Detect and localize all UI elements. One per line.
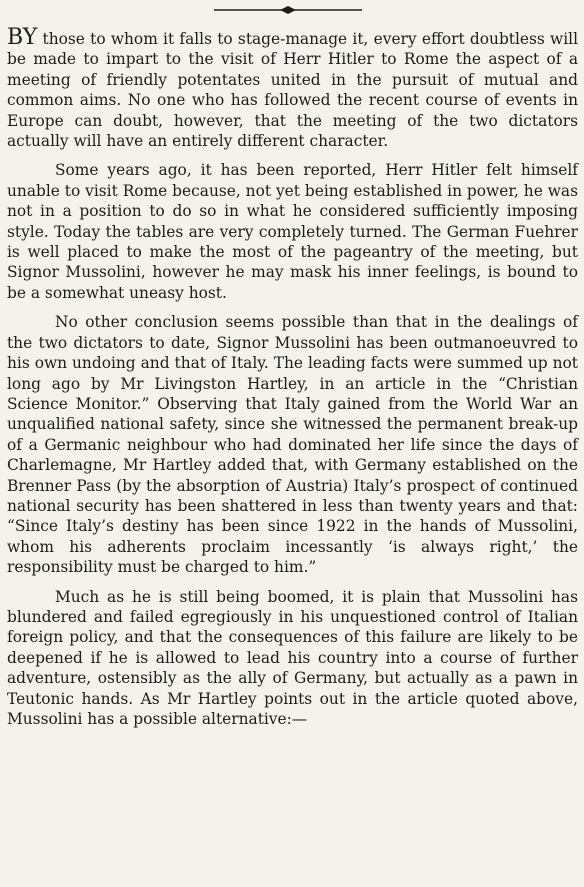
paragraph-text: No other conclusion seems possible than that in the dealings of the two dictators to date, Signor Mussolini has been outmanoeuvred to his own undoing and that of Italy. The leading facts were summed up not long ago by Mr Livingston Hartley, in an article in the “Christian Science Monitor.” Observing that Italy gained from the World War an unqualified national safety, since she witnessed the permanent break-up of a Germanic neighbour who had dominated her life since the days of Charlemagne, Mr Hartley added that, with Germany established on the Brenner Pass (by the absorption of Austria) Italy’s prospect of continued national security has been shattered in less than twenty years and that: “Since Italy’s destiny has been since 1922 in the hands of Mussolini, whom his adherents proclaim incessantly ‘is always right,’ the responsibility must be charged to him.” bbox=[7, 313, 578, 577]
paragraph-text: Much as he is still being boomed, it is plain that Mussolini has blundered and failed egregiously in his unquestioned control of Italian foreign policy, and that the consequences of this failure are likely to be deepened if he is allowed to lead his country into a course of further adventure, ostensibly as the ally of Germany, but actually as a pawn in Teutonic hands. As Mr Hartley points out in the article quoted above, Mussolini has a possible alternative:— bbox=[7, 587, 578, 728]
article-paragraph-4 bbox=[7, 587, 578, 730]
paragraph-text: those to whom it falls to stage-manage it, every effort doubtless will be made to impart to the visit of Herr Hitler to Rome the aspect of a meeting of friendly potentates united in the pursuit of mutual and common aims. No one who has followed the recent course of events in Europe can doubt, however, that the meeting of the two dictators actually will have an entirely different character. bbox=[7, 30, 578, 151]
article-paragraph-1 bbox=[7, 25, 578, 151]
drop-cap-lead: BY bbox=[7, 25, 38, 50]
editorial-article bbox=[7, 25, 578, 729]
paragraph-text: Some years ago, it has been reported, Herr Hitler felt himself unable to visit Rome because, not yet being established in power, he was not in a position to do so in what he considered sufficiently imposing style. Today the tables are very completely turned. The German Fuehrer is well placed to make the most of the pageantry of the meeting, but Signor Mussolini, however he may mask his inner feelings, is bound to be a somewhat uneasy host. bbox=[7, 161, 578, 302]
article-paragraph-3 bbox=[7, 312, 578, 577]
article-paragraph-2 bbox=[7, 160, 578, 303]
decorative-divider-rule bbox=[214, 5, 362, 15]
